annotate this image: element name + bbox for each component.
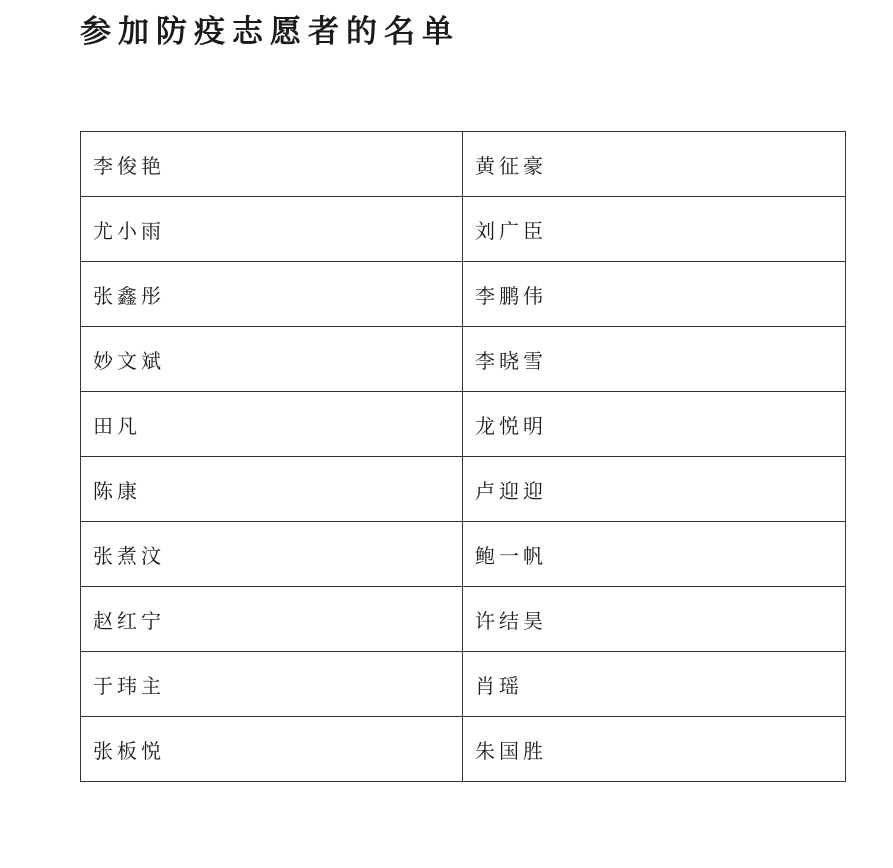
table-row xyxy=(81,197,846,262)
name-cell: 张鑫彤 xyxy=(81,262,463,327)
name-cell: 龙悦明 xyxy=(463,392,846,457)
name-cell: 赵红宁 xyxy=(81,587,463,652)
name-cell: 刘广臣 xyxy=(463,197,846,262)
table-row xyxy=(81,132,846,197)
name-cell: 朱国胜 xyxy=(463,717,846,782)
name-cell: 于玮主 xyxy=(81,652,463,717)
name-cell: 许结昊 xyxy=(463,587,846,652)
name-cell: 李鹏伟 xyxy=(463,262,846,327)
name-cell: 肖瑶 xyxy=(463,652,846,717)
table-row xyxy=(81,457,846,522)
table-row xyxy=(81,717,846,782)
table-row xyxy=(81,262,846,327)
volunteer-name-table xyxy=(80,131,846,782)
name-cell: 尤小雨 xyxy=(81,197,463,262)
name-cell: 李晓雪 xyxy=(463,327,846,392)
name-cell: 李俊艳 xyxy=(81,132,463,197)
table-row xyxy=(81,327,846,392)
name-cell: 鲍一帆 xyxy=(463,522,846,587)
table-body xyxy=(81,132,846,782)
page-title: 参加防疫志愿者的名单 xyxy=(80,14,460,50)
table-row xyxy=(81,522,846,587)
name-cell: 张煮汶 xyxy=(81,522,463,587)
table-row xyxy=(81,587,846,652)
table-row xyxy=(81,392,846,457)
name-cell: 卢迎迎 xyxy=(463,457,846,522)
name-cell: 陈康 xyxy=(81,457,463,522)
name-cell: 田凡 xyxy=(81,392,463,457)
table-row xyxy=(81,652,846,717)
name-cell: 妙文斌 xyxy=(81,327,463,392)
name-cell: 黄征豪 xyxy=(463,132,846,197)
name-cell: 张板悦 xyxy=(81,717,463,782)
